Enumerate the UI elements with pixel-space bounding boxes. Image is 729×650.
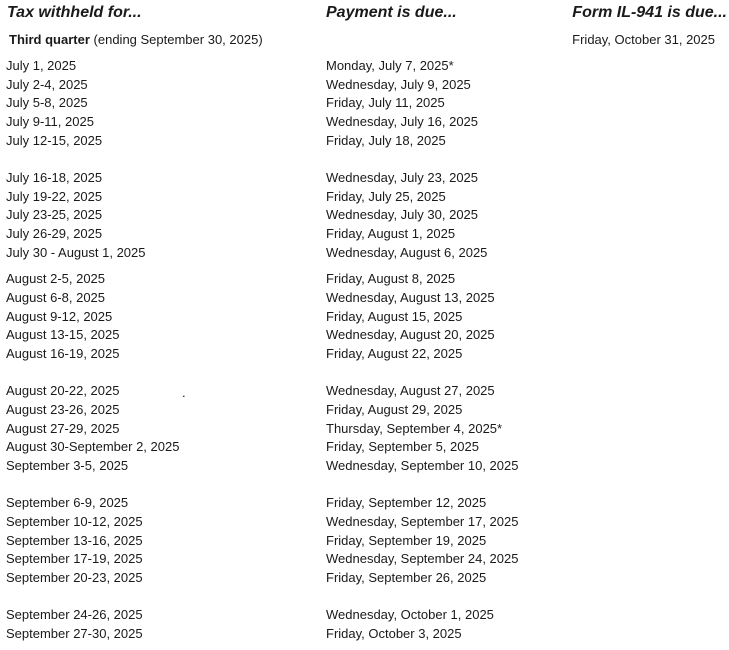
table-row: [0, 95, 729, 113]
header-form-due: Form IL-941 is due...: [572, 4, 727, 21]
due-cell: Monday, July 7, 2025*: [326, 58, 454, 73]
due-cell: Wednesday, July 23, 2025: [326, 170, 479, 185]
header-payment-due: Payment is due...: [326, 4, 457, 21]
period-cell: August 6-8, 2025: [6, 290, 106, 305]
table-row: [0, 495, 729, 513]
period-cell: September 24-26, 2025: [6, 607, 143, 622]
due-cell: Wednesday, August 27, 2025: [326, 383, 495, 398]
due-cell: Friday, October 3, 2025: [326, 626, 462, 641]
table-row: [0, 346, 729, 364]
period-cell: August 9-12, 2025: [6, 309, 113, 324]
table-row: [0, 402, 729, 420]
quarter-label: Third quarter: [9, 32, 90, 47]
due-cell: Friday, September 5, 2025: [326, 439, 479, 454]
due-cell: Friday, July 11, 2025: [326, 95, 445, 110]
period-cell: August 30-September 2, 2025: [6, 439, 180, 454]
due-cell: Wednesday, September 24, 2025: [326, 551, 519, 566]
due-cell: Wednesday, August 13, 2025: [326, 290, 495, 305]
due-cell: Wednesday, July 9, 2025: [326, 77, 471, 92]
due-cell: Friday, August 29, 2025: [326, 402, 463, 417]
due-cell: Friday, July 25, 2025: [326, 189, 446, 204]
quarter-ending: (ending September 30, 2025): [93, 32, 263, 47]
table-row: [0, 421, 729, 439]
table-row: [0, 207, 729, 225]
period-cell: July 19-22, 2025: [6, 189, 103, 204]
period-cell: July 5-8, 2025: [6, 95, 88, 110]
due-cell: Friday, July 18, 2025: [326, 133, 446, 148]
period-cell: August 23-26, 2025: [6, 402, 120, 417]
table-row: [0, 226, 729, 244]
period-cell: August 20-22, 2025: [6, 383, 120, 398]
period-cell: July 1, 2025: [6, 58, 77, 73]
due-cell: Friday, August 22, 2025: [326, 346, 463, 361]
table-row: [0, 439, 729, 457]
table-row: [0, 551, 729, 569]
due-cell: Wednesday, August 6, 2025: [326, 245, 488, 260]
header-tax-withheld: Tax withheld for...: [7, 4, 142, 21]
due-cell: Friday, September 19, 2025: [326, 533, 487, 548]
table-row: [0, 114, 729, 132]
table-row: [0, 533, 729, 551]
table-row: [0, 77, 729, 95]
table-row: [0, 290, 729, 308]
due-cell: Friday, September 12, 2025: [326, 495, 487, 510]
due-cell: Wednesday, September 17, 2025: [326, 514, 519, 529]
period-cell: September 17-19, 2025: [6, 551, 143, 566]
due-cell: Wednesday, August 20, 2025: [326, 327, 495, 342]
due-cell: Wednesday, October 1, 2025: [326, 607, 494, 622]
due-cell: Thursday, September 4, 2025*: [326, 421, 503, 436]
period-cell: September 27-30, 2025: [6, 626, 143, 641]
period-cell: July 12-15, 2025: [6, 133, 103, 148]
table-row: [0, 133, 729, 151]
table-row: [0, 189, 729, 207]
table-row: [0, 170, 729, 188]
period-cell: July 30 - August 1, 2025: [6, 245, 146, 260]
table-row: [0, 309, 729, 327]
table-row: [0, 245, 729, 263]
table-row: [0, 570, 729, 588]
due-cell: Wednesday, July 30, 2025: [326, 207, 479, 222]
table-row: [0, 458, 729, 476]
period-cell: July 26-29, 2025: [6, 226, 103, 241]
period-cell: August 16-19, 2025: [6, 346, 120, 361]
table-row: [0, 626, 729, 644]
period-cell: August 27-29, 2025: [6, 421, 120, 436]
period-cell: September 20-23, 2025: [6, 570, 143, 585]
due-cell: Friday, August 15, 2025: [326, 309, 463, 324]
due-cell: Friday, September 26, 2025: [326, 570, 487, 585]
due-cell: Friday, August 8, 2025: [326, 271, 456, 286]
table-row: [0, 271, 729, 289]
period-cell: July 9-11, 2025: [6, 114, 94, 129]
table-row: [0, 514, 729, 532]
period-cell: July 2-4, 2025: [6, 77, 88, 92]
due-cell: Wednesday, July 16, 2025: [326, 114, 479, 129]
period-cell: September 10-12, 2025: [6, 514, 143, 529]
period-cell: September 6-9, 2025: [6, 495, 129, 510]
period-cell: September 3-5, 2025: [6, 458, 129, 473]
period-cell: July 16-18, 2025: [6, 170, 103, 185]
table-row: [0, 383, 729, 401]
due-cell: Wednesday, September 10, 2025: [326, 458, 519, 473]
form-due-date: Friday, October 31, 2025: [572, 32, 715, 47]
period-cell: September 13-16, 2025: [6, 533, 143, 548]
due-cell: Friday, August 1, 2025: [326, 226, 456, 241]
period-cell: August 13-15, 2025: [6, 327, 120, 342]
table-row: [0, 58, 729, 76]
stray-mark: .: [182, 385, 186, 400]
table-row: [0, 327, 729, 345]
table-row: [0, 607, 729, 625]
quarter-heading: [9, 32, 263, 47]
period-cell: July 23-25, 2025: [6, 207, 103, 222]
period-cell: August 2-5, 2025: [6, 271, 106, 286]
